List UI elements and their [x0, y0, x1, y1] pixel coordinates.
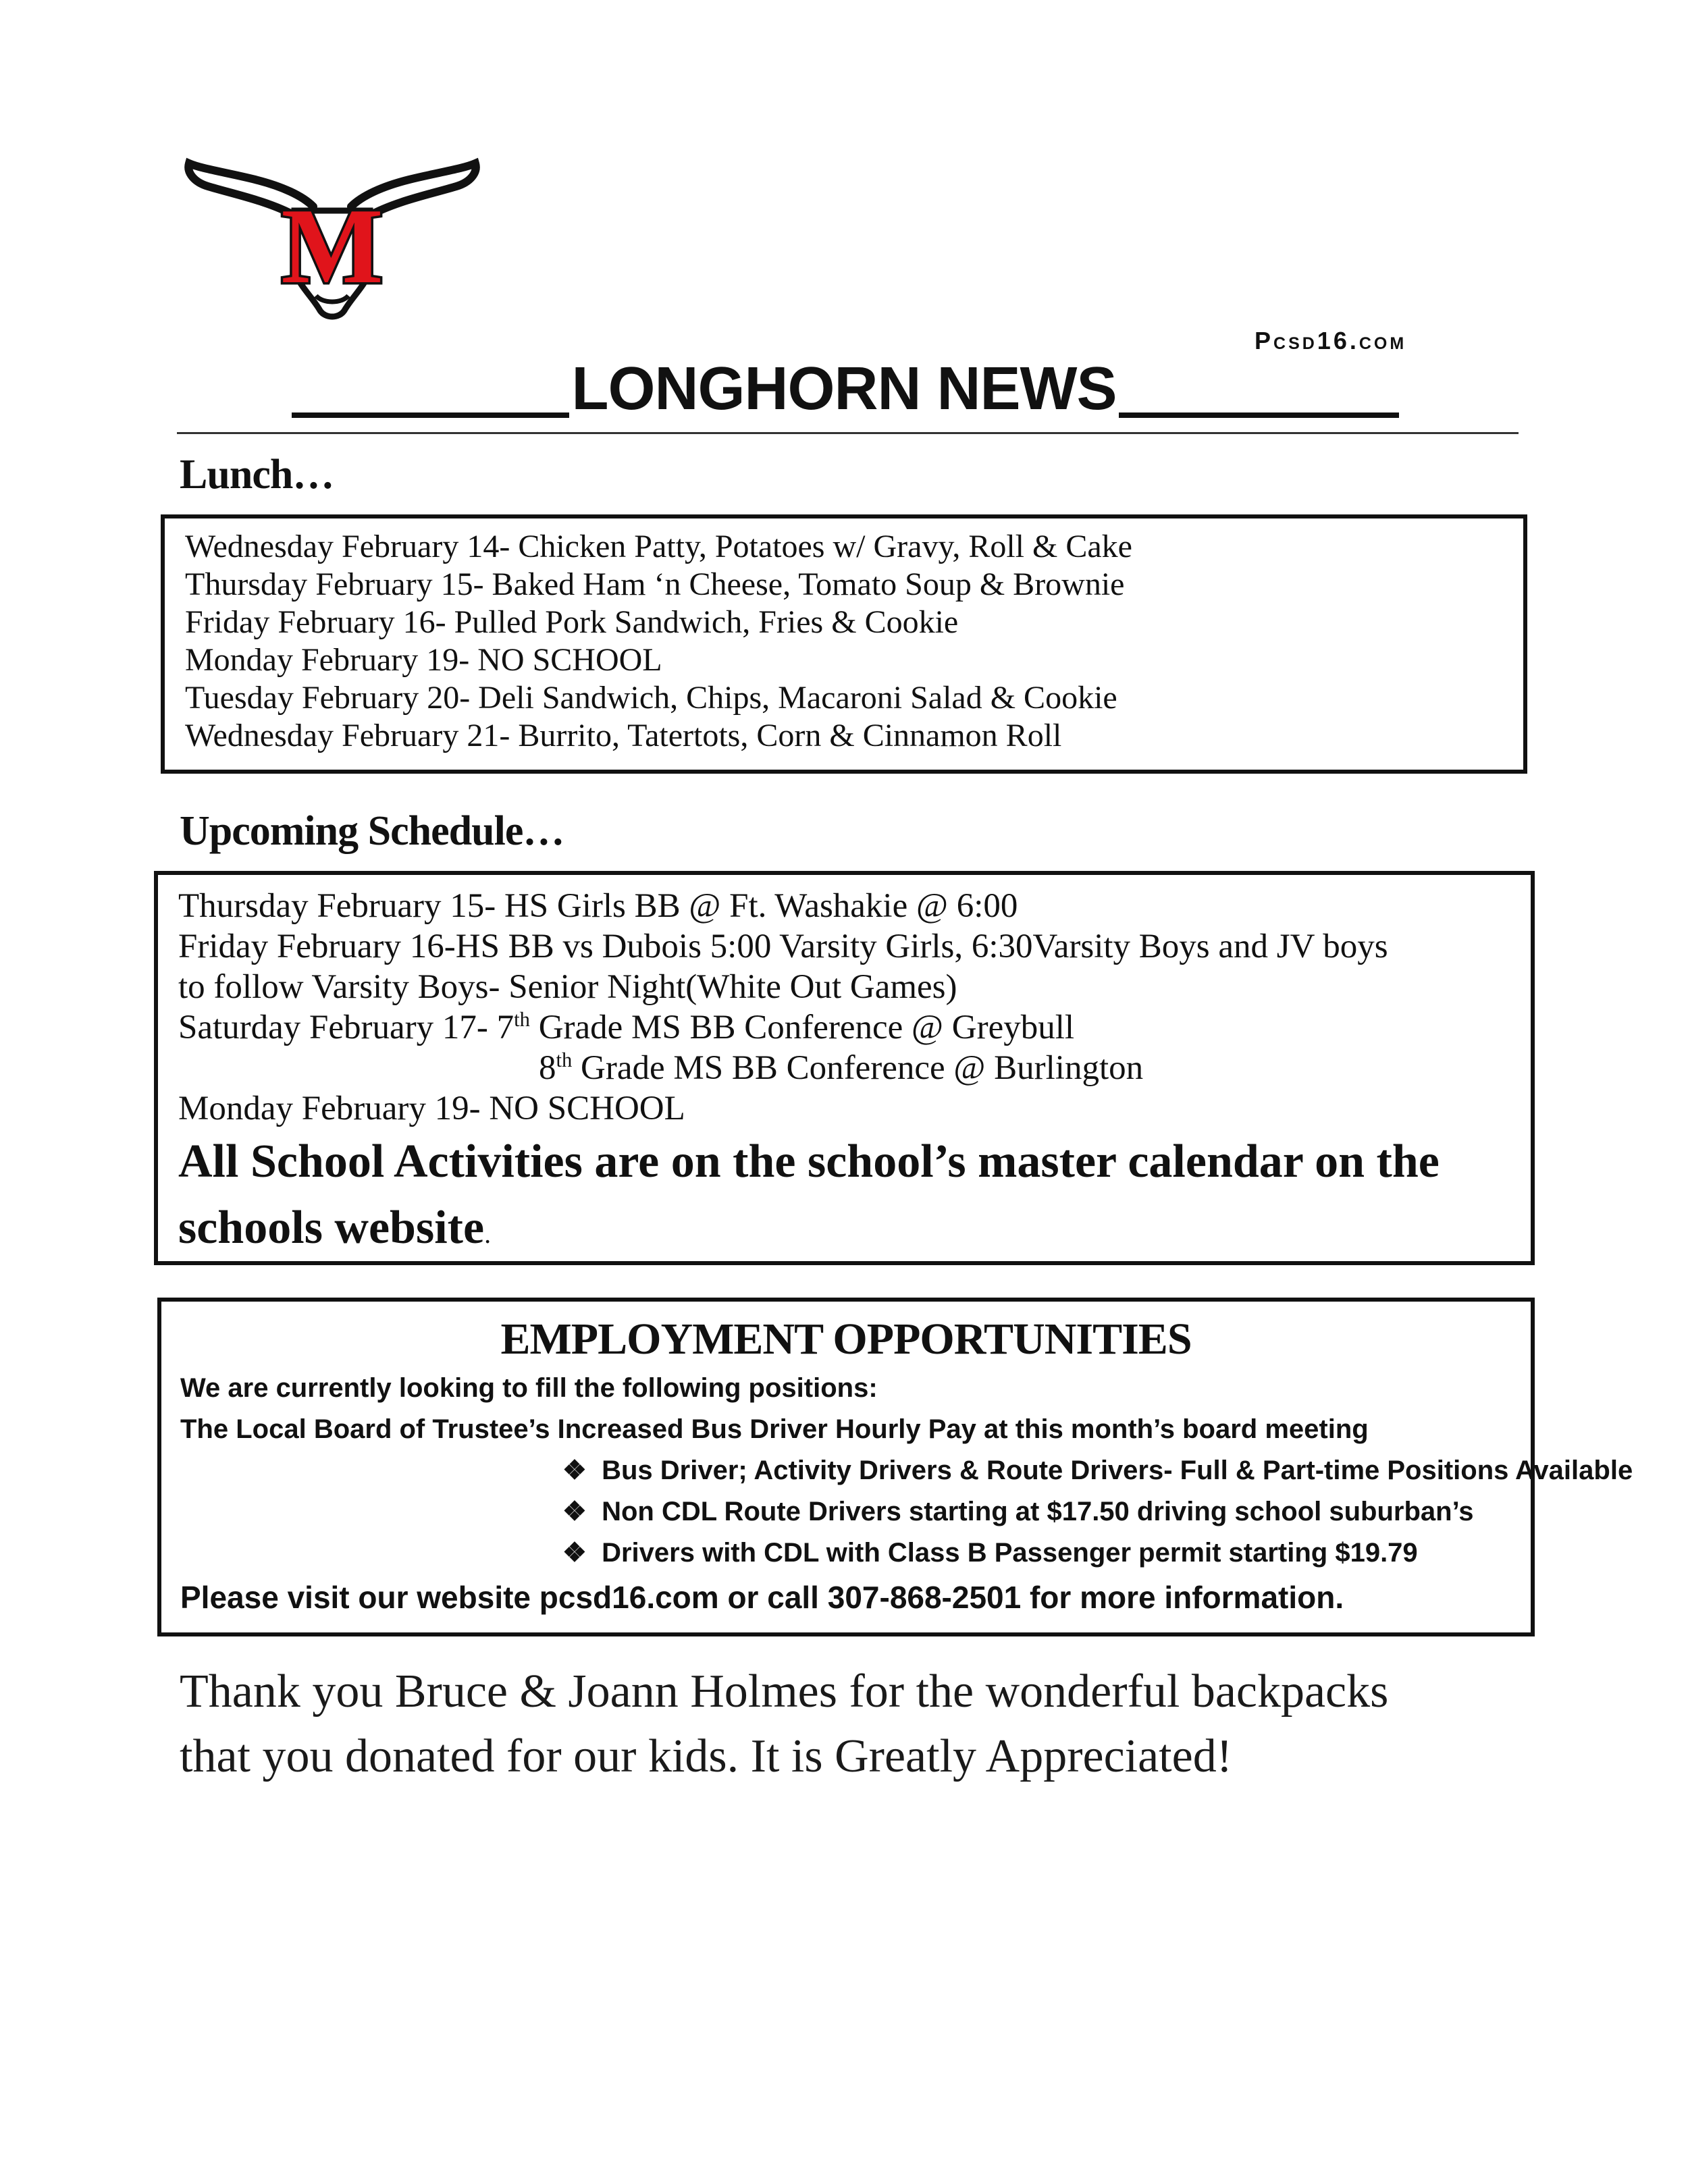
schedule-text: Grade MS BB Conference @ Greybull — [529, 1009, 1075, 1046]
newsletter-title — [0, 354, 1688, 424]
thank-you-line: Thank you Bruce & Joann Holmes for the wonderful backpacks — [180, 1666, 1389, 1717]
longhorn-logo — [181, 154, 483, 321]
employment-box — [157, 1298, 1633, 1636]
position-item — [180, 1533, 1531, 1574]
ordinal-suffix: th — [514, 1008, 530, 1031]
calendar-note-period: . — [484, 1219, 492, 1249]
website-label: Pcsd16.com — [1255, 327, 1407, 354]
schedule-heading: Upcoming Schedule… — [180, 808, 564, 854]
thank-you-note — [180, 1659, 1530, 1789]
employment-contact: Please visit our website pcsd16.com or call 307-868-2501 for more information. — [180, 1580, 1344, 1615]
position-item — [180, 1491, 1531, 1533]
lunch-item: Tuesday February 20- Deli Sandwich, Chips, Macaroni Salad & Cookie — [185, 680, 1117, 716]
schedule-line: to follow Varsity Boys- Senior Night(White Out Games) — [178, 968, 957, 1006]
position-item — [180, 1450, 1633, 1491]
schedule-text: 8 — [539, 1049, 556, 1087]
thank-you-line: that you donated for our kids. It is Greatly Appreciated! — [180, 1730, 1233, 1782]
position-text: Drivers with CDL with Class B Passenger permit starting $19.79 — [602, 1538, 1418, 1568]
schedule-line — [178, 1007, 1531, 1048]
schedule-line: Friday February 16-HS BB vs Dubois 5:00 Varsity Girls, 6:30Varsity Boys and JV boys — [178, 928, 1388, 965]
schedule-line: Thursday February 15- HS Girls BB @ Ft. Washakie @ 6:00 — [178, 887, 1018, 925]
newsletter-title-text: LONGHORN NEWS — [569, 355, 1119, 423]
position-text: Bus Driver; Activity Drivers & Route Drivers- Full & Part-time Positions Available — [602, 1456, 1633, 1485]
bullet-icon: ❖ — [562, 1456, 587, 1485]
employment-intro: We are currently looking to fill the following positions: — [180, 1373, 878, 1403]
employment-pay-note: The Local Board of Trustee’s Increased Bus Driver Hourly Pay at this month’s board meeting — [180, 1414, 1369, 1444]
bullet-icon: ❖ — [562, 1538, 587, 1568]
calendar-note — [178, 1129, 1515, 1267]
logo-letter: M — [281, 186, 384, 306]
employment-title: EMPLOYMENT OPPORTUNITIES — [500, 1314, 1192, 1364]
calendar-note-text: All School Activities are on the school’s master calendar on the schools website — [178, 1136, 1440, 1254]
bullet-icon: ❖ — [562, 1497, 587, 1526]
lunch-item: Thursday February 15- Baked Ham ‘n Cheese, Tomato Soup & Brownie — [185, 566, 1125, 602]
lunch-item: Wednesday February 21- Burrito, Tatertots, Corn & Cinnamon Roll — [185, 718, 1062, 753]
schedule-text: Grade MS BB Conference @ Burlington — [572, 1049, 1144, 1087]
lunch-item: Monday February 19- NO SCHOOL — [185, 642, 662, 678]
position-text: Non CDL Route Drivers starting at $17.50 driving school suburban’s — [602, 1497, 1474, 1526]
schedule-text: Saturday February 17- 7 — [178, 1009, 515, 1046]
ordinal-suffix: th — [556, 1048, 573, 1071]
schedule-line — [178, 1048, 1531, 1088]
header-divider — [177, 432, 1519, 434]
lunch-heading: Lunch… — [180, 452, 334, 498]
schedule-line: Monday February 19- NO SCHOOL — [178, 1090, 685, 1127]
lunch-item: Friday February 16- Pulled Pork Sandwich, Fries & Cookie — [185, 604, 959, 640]
lunch-item: Wednesday February 14- Chicken Patty, Potatoes w/ Gravy, Roll & Cake — [185, 529, 1132, 564]
lunch-menu-box — [161, 514, 1527, 774]
schedule-box — [154, 871, 1535, 1265]
